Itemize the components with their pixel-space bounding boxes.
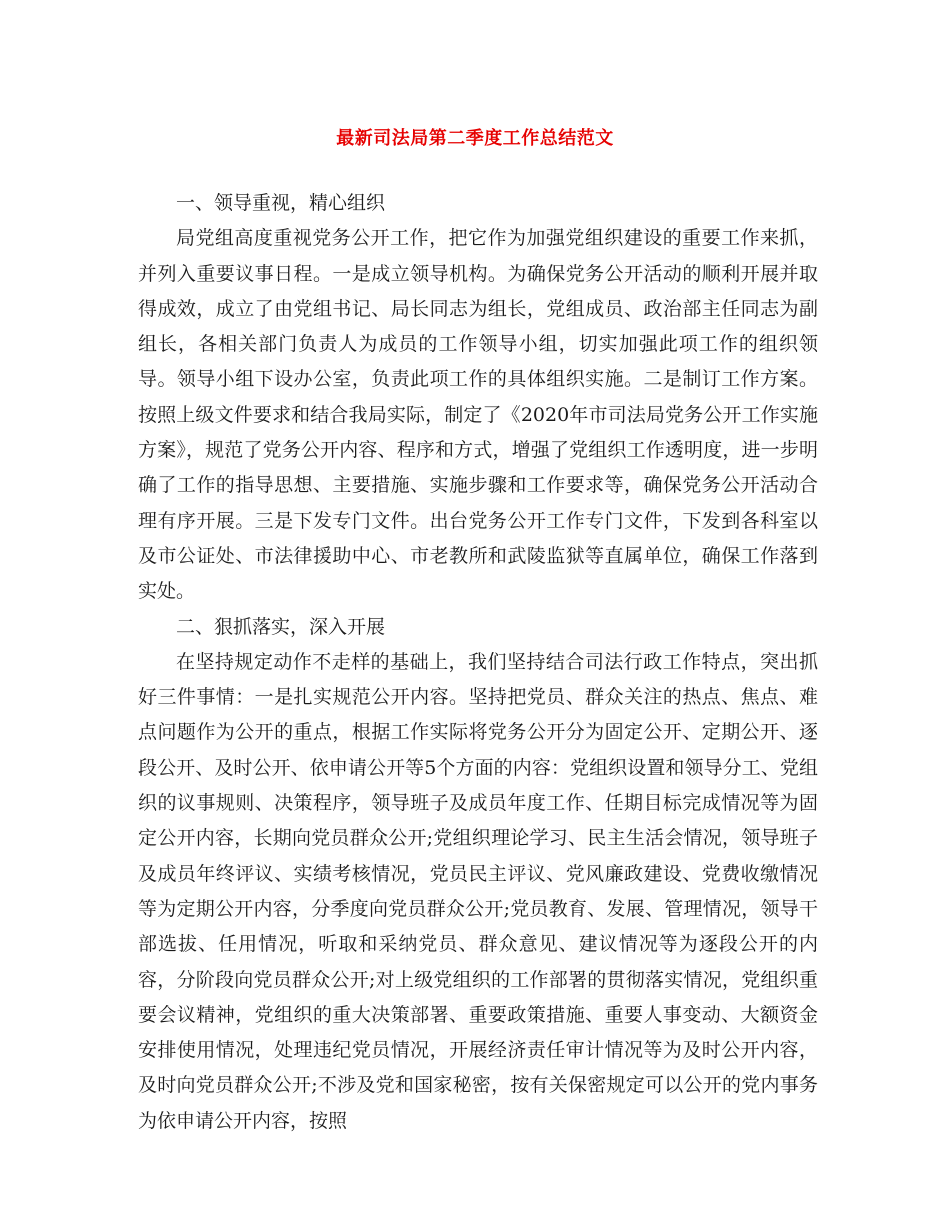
- document-body: [138, 186, 818, 1139]
- body-paragraph-1: 局党组高度重视党务公开工作，把它作为加强党组织建设的重要工作来抓，并列入重要议事日程。一是成立领导机构。为确保党务公开活动的顺利开展并取得成效，成立了由党组书记、局长同志为组长，党组成员、政治部主任同志为副组长，各相关部门负责人为成员的工作领导小组，切实加强此项工作的组织领导。领导小组下设办公室，负责此项工作的具体组织实施。二是制订工作方案。按照上级文件要求和结合我局实际，制定了《2020年市司法局党务公开工作实施方案》，规范了党务公开内容、程序和方式，增强了党组织工作透明度，进一步明确了工作的指导思想、主要措施、实施步骤和工作要求等，确保党务公开活动合理有序开展。三是下发专门文件。出台党务公开工作专门文件，下发到各科室以及市公证处、市法律援助中心、市老教所和武陵监狱等直属单位，确保工作落到实处。: [138, 227, 818, 603]
- section-heading-1: 一、领导重视，精心组织: [176, 192, 386, 214]
- section-heading-2: 二、狠抓落实，深入开展: [176, 615, 386, 638]
- document-title: 最新司法局第二季度工作总结范文: [336, 128, 614, 149]
- body-paragraph-2: 在坚持规定动作不走样的基础上，我们坚持结合司法行政工作特点，突出抓好三件事情：一是扎实规范公开内容。坚持把党员、群众关注的热点、焦点、难点问题作为公开的重点，根据工作实际将党务公开分为固定公开、定期公开、逐段公开、及时公开、依申请公开等5个方面的内容：党组织设置和领导分工、党组织的议事规则、决策程序，领导班子及成员年度工作、任期目标完成情况等为固定公开内容，长期向党员群众公开;党组织理论学习、民主生活会情况，领导班子及成员年终评议、实绩考核情况，党员民主评议、党风廉政建设、党费收缴情况等为定期公开内容，分季度向党员群众公开;党员教育、发展、管理情况，领导干部选拔、任用情况，听取和采纳党员、群众意见、建议情况等为逐段公开的内容，分阶段向党员群众公开;对上级党组织的工作部署的贯彻落实情况，党组织重要会议精神，党组织的重大决策部署、重要政策措施、重要人事变动、大额资金安排使用情况，处理违纪党员情况，开展经济责任审计情况等为及时公开内容，及时向党员群众公开;不涉及党和国家秘密，按有关保密规定可以公开的党内事务为依申请公开内容，按照: [138, 650, 818, 1132]
